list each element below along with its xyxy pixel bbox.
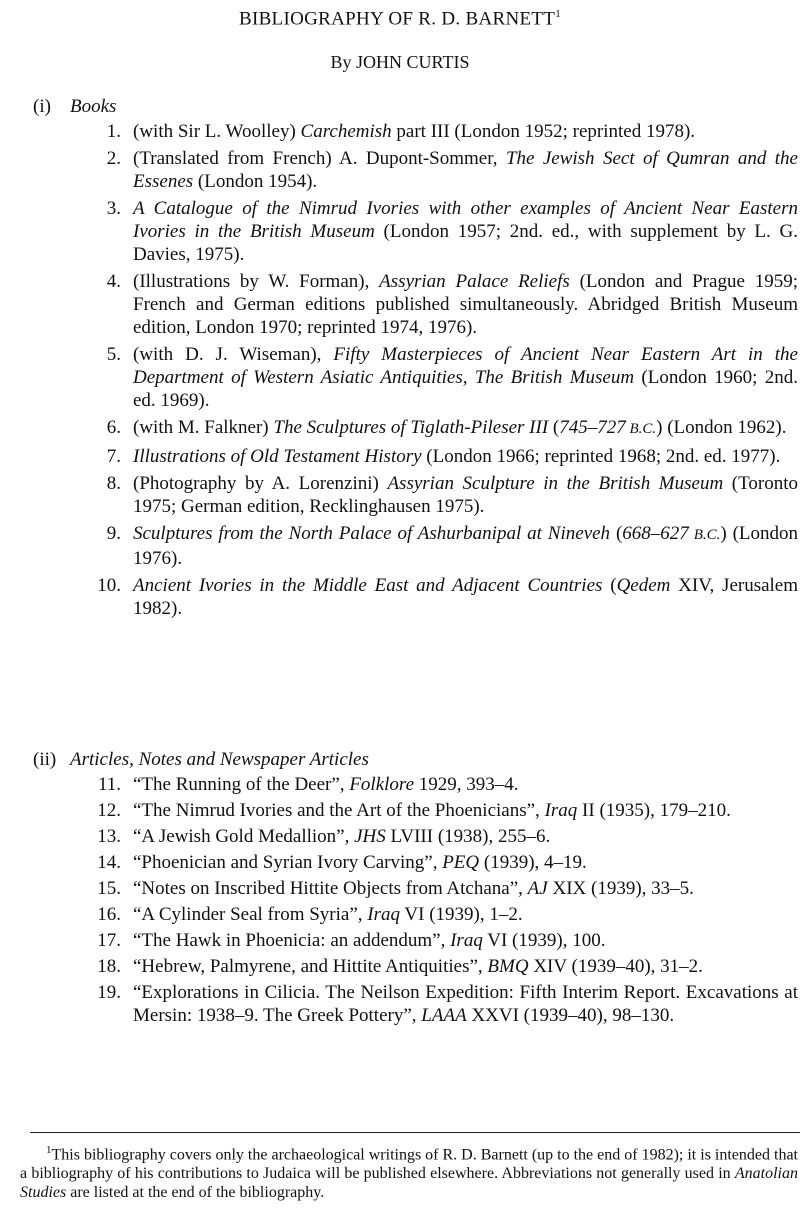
entry-number: 14. <box>97 852 121 873</box>
bibliography-entry <box>75 825 798 848</box>
entry-text <box>133 825 798 848</box>
section-number: (ii) <box>33 749 57 770</box>
italic-text: Qedem <box>616 575 671 596</box>
entry-text <box>133 903 798 926</box>
bibliography-entry <box>75 147 798 193</box>
page-title <box>0 2 800 31</box>
entry-text <box>133 416 798 441</box>
italic-text: Carchemish <box>300 121 392 142</box>
text-run: (Photography by A. Lorenzini) <box>133 473 388 494</box>
page-title-text: BIBLIOGRAPHY OF R. D. BARNETT <box>238 8 556 30</box>
italic-text: Assyrian Palace Reliefs <box>379 271 570 292</box>
bibliography-entry <box>75 903 798 926</box>
italic-text: 745–727 <box>559 417 626 438</box>
bibliography-entry <box>75 445 798 468</box>
footnote <box>20 1141 798 1202</box>
text-run: XIV, Jerusalem 1982). <box>133 575 799 619</box>
text-run: XXVI (1939–40), 98–130. <box>466 1005 675 1026</box>
text-run: This bibliography covers only the archaeological writings of R. D. Barnett (up to the end of 1982); it is intended that a bibliography of his contributions to Judaica will be published elsewhere. Abbreviations not generally used in <box>20 1146 798 1183</box>
text-run: XIX (1939), 33–5. <box>547 878 694 899</box>
entry-number: 2. <box>106 148 121 169</box>
bibliography-entry <box>75 851 798 874</box>
entry-number: 9. <box>106 523 121 544</box>
text-run: “Hebrew, Palmyrene, and Hittite Antiquities”, <box>133 956 488 977</box>
italic-text: Illustrations of Old Testament History <box>133 446 422 467</box>
entry-text <box>133 472 798 518</box>
entry-number: 18. <box>97 956 121 977</box>
italic-text: Sculptures from the North Palace of Ashurbanipal at Nineveh <box>133 523 611 544</box>
text-run: (with M. Falkner) <box>133 417 274 438</box>
italic-text: JHS <box>354 826 386 847</box>
bibliography-entry <box>75 416 798 441</box>
entry-text <box>133 877 798 900</box>
footnote-rule <box>30 1132 800 1133</box>
entry-text <box>133 120 798 143</box>
text-run: LVIII (1938), 255–6. <box>385 826 551 847</box>
bibliography-entry <box>75 522 798 570</box>
section-number: (i) <box>33 96 51 117</box>
entry-text <box>133 955 798 978</box>
entry-number: 17. <box>97 930 121 951</box>
italic-text: AJ <box>527 878 548 899</box>
italic-text: Ancient Ivories in the Middle East and Adjacent Countries <box>133 575 603 596</box>
italic-text: A Catalogue of the Nimrud Ivories with other examples of Ancient Near Eastern Ivories in the British Museum <box>133 198 798 242</box>
italic-text: The Jewish Sect of Qumran and the Essenes <box>133 148 798 192</box>
italic-text: Folklore <box>349 774 415 795</box>
section-title: Books <box>70 96 117 117</box>
footnote-mark: 1 <box>555 8 562 20</box>
text-run: (1939), 4–19. <box>479 852 587 873</box>
bibliography-entry <box>75 773 798 796</box>
entry-text <box>133 343 798 412</box>
bibliography-entry <box>75 929 798 952</box>
books-list <box>75 120 798 624</box>
entry-number: 16. <box>97 904 121 925</box>
text-run: (Illustrations by W. Forman), <box>133 271 380 292</box>
articles-list <box>75 773 798 1030</box>
text-run: (London and Prague 1959; French and German editions published simultaneously. Abridged British Museum edition, London 1970; reprinted 1974, 1976). <box>133 271 798 338</box>
entry-text <box>133 929 798 952</box>
bibliography-entry <box>75 981 798 1027</box>
text-run: (London 1957; 2nd. ed., with supplement by L. G. Davies, 1975). <box>133 221 798 265</box>
text-run: “The Hawk in Phoenicia: an addendum”, <box>133 930 451 951</box>
entry-number: 4. <box>106 271 121 292</box>
italic-text: 668–627 <box>622 523 689 544</box>
entry-text <box>133 851 798 874</box>
bibliography-entry <box>75 343 798 412</box>
entry-text <box>133 147 798 193</box>
italic-text: The Sculptures of Tiglath-Pileser III <box>273 417 549 438</box>
entry-text <box>133 522 798 570</box>
text-run: (London 1960; 2nd. ed. 1969). <box>133 367 799 411</box>
section-title: Articles, Notes and Newspaper Articles <box>70 749 369 770</box>
text-run: “Phoenician and Syrian Ivory Carving”, <box>133 852 443 873</box>
bibliography-entry <box>75 799 798 822</box>
text-run: 1929, 393–4. <box>414 774 519 795</box>
text-run: (Toronto 1975; German edition, Recklinghausen 1975). <box>133 473 798 517</box>
text-run: (Translated from French) A. Dupont-Sommer, <box>133 148 506 169</box>
text-run: (with Sir L. Woolley) <box>133 121 301 142</box>
italic-text: B.C. <box>625 421 657 437</box>
footnote-mark: 1 <box>46 1144 52 1156</box>
italic-text: Fifty Masterpieces of Ancient Near Eastern Art in the Department of Western Asiatic Antiquities, The British Museum <box>133 344 798 388</box>
text-run: (with D. J. Wiseman), <box>133 344 334 365</box>
text-run: ( <box>602 575 617 596</box>
entry-number: 6. <box>106 417 121 438</box>
text-run: “The Running of the Deer”, <box>133 774 350 795</box>
text-run: “The Nimrud Ivories and the Art of the Phoenicians”, <box>133 800 545 821</box>
italic-text: BMQ <box>487 956 529 977</box>
italic-text: Iraq <box>544 800 578 821</box>
text-run: II (1935), 179–210. <box>577 800 731 821</box>
text-run: (London 1966; reprinted 1968; 2nd. ed. 1977). <box>421 446 781 467</box>
entry-number: 19. <box>97 982 121 1003</box>
bibliography-entry <box>75 574 798 620</box>
text-run: “Explorations in Cilicia. The Neilson Expedition: Fifth Interim Report. Excavations at Mersin: 1938–9. The Greek Pottery”, <box>133 982 798 1026</box>
italic-text: PEQ <box>442 852 480 873</box>
bibliography-entry <box>75 955 798 978</box>
italic-text: Anatolian Studies <box>20 1165 798 1202</box>
entry-number: 5. <box>106 344 121 365</box>
bibliography-entry <box>75 472 798 518</box>
byline: By JOHN CURTIS <box>330 52 470 72</box>
entry-text <box>133 799 798 822</box>
text-run: (London 1954). <box>193 171 318 192</box>
entry-number: 7. <box>106 446 121 467</box>
italic-text: LAAA <box>421 1005 467 1026</box>
bibliography-entry <box>75 270 798 339</box>
entry-text <box>133 270 798 339</box>
text-run: part III (London 1952; reprinted 1978). <box>391 121 696 142</box>
text-run: ) (London 1976). <box>133 523 799 569</box>
text-run: ( <box>610 523 623 544</box>
bibliography-entry <box>75 877 798 900</box>
entry-text <box>133 981 798 1027</box>
text-run: “A Cylinder Seal from Syria”, <box>133 904 368 925</box>
italic-text: Assyrian Sculpture in the British Museum <box>387 473 724 494</box>
text-run: ) (London 1962). <box>656 417 787 438</box>
entry-number: 11. <box>97 774 121 795</box>
bibliography-entry <box>75 120 798 143</box>
entry-text <box>133 445 798 468</box>
entry-number: 8. <box>106 473 121 494</box>
entry-number: 1. <box>106 121 121 142</box>
bibliography-entry <box>75 197 798 266</box>
text-run: ( <box>548 417 560 438</box>
text-run: XIV (1939–40), 31–2. <box>528 956 703 977</box>
entry-text <box>133 574 798 620</box>
entry-text <box>133 197 798 266</box>
entry-number: 3. <box>106 198 121 219</box>
entry-number: 12. <box>97 800 121 821</box>
text-run: “Notes on Inscribed Hittite Objects from Atchana”, <box>133 878 528 899</box>
text-run: VI (1939), 100. <box>482 930 606 951</box>
entry-number: 13. <box>97 826 121 847</box>
italic-text: Iraq <box>450 930 483 951</box>
entry-text <box>133 773 798 796</box>
entry-number: 10. <box>97 575 121 596</box>
text-run: VI (1939), 1–2. <box>400 904 523 925</box>
entry-number: 15. <box>97 878 121 899</box>
italic-text: B.C. <box>688 527 721 543</box>
italic-text: Iraq <box>367 904 401 925</box>
section-heading-articles <box>33 748 369 772</box>
section-heading-books <box>33 95 116 119</box>
text-run: “A Jewish Gold Medallion”, <box>133 826 355 847</box>
text-run: are listed at the end of the bibliography. <box>66 1184 325 1202</box>
